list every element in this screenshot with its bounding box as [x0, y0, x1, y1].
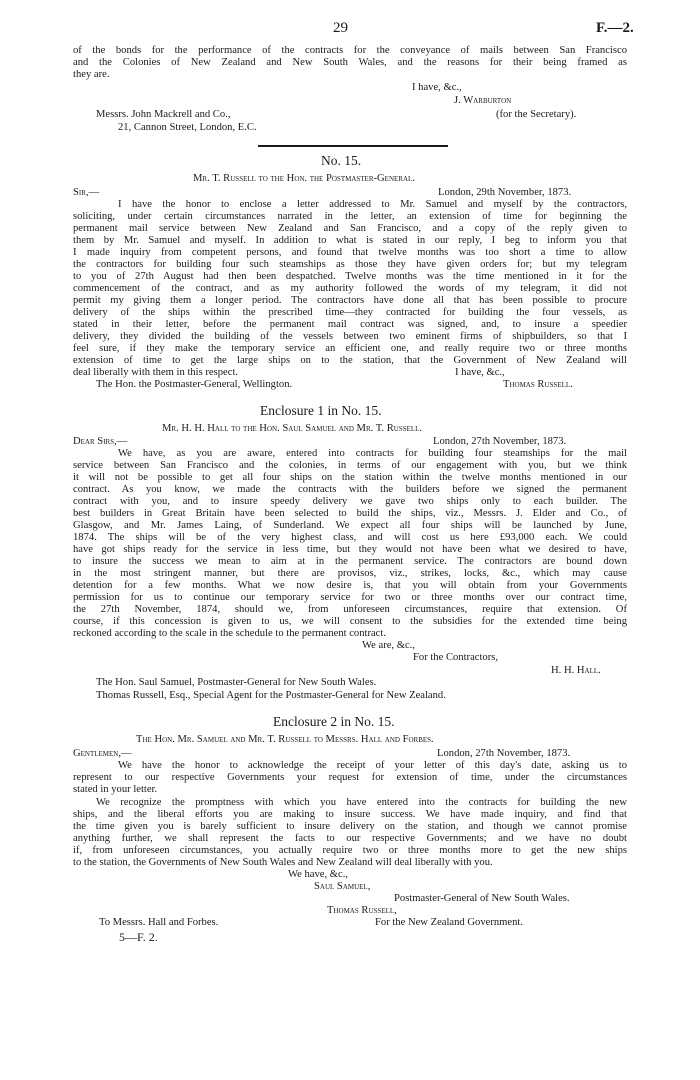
enc1-closing: We are, &c., — [362, 640, 415, 651]
enc2-line: We recognize the promptness with which you have entered into the contracts for building the new — [96, 797, 627, 808]
no15-line: permit my giving them a longer period. The contractors have done all that has been possible to procure — [73, 295, 627, 306]
enc2-line: We have the honor to acknowledge the receipt of your letter of this day's date, asking us to — [118, 760, 627, 771]
enc2-signatory: Saul Samuel, — [314, 881, 371, 892]
enc2-signatory-role: For the New Zealand Government. — [375, 917, 523, 928]
enc2-heading: Enclosure 2 in No. 15. — [273, 714, 395, 729]
enc1-line: in the most stringent manner, but there are provisos, viz., strikes, locks, &c., which may cause — [73, 568, 627, 579]
no15-subheading: Mr. T. Russell to the Hon. the Postmaster-General. — [193, 173, 415, 184]
intro-closing: I have, &c., — [412, 82, 462, 93]
intro-addressee-address: 21, Cannon Street, London, E.C. — [118, 122, 257, 133]
enc1-subheading: Mr. H. H. Hall to the Hon. Saul Samuel and Mr. T. Russell. — [162, 423, 423, 434]
intro-line: they are. — [73, 69, 110, 80]
no15-line: delivery of the ships within the prescribed time—they contracted for building the four vessels, as — [73, 307, 627, 318]
enc1-addressee: The Hon. Saul Samuel, Postmaster-General for New South Wales. — [96, 677, 377, 688]
enc2-salutation: Gentlemen,— — [73, 748, 132, 759]
no15-line: feel sure, if they make the temporary service an efficient one, and really require two or three months — [73, 343, 627, 354]
no15-line: them by Mr. Samuel and myself. In addition to what is stated in our reply, I beg to inform you that — [73, 235, 627, 246]
enc2-line: ships, and the liberal efforts you are making to insure success. We have made inquiry, and find that — [73, 809, 627, 820]
enc1-line: contract with you, and to insure speedy delivery we gave two ships only to each builder. The — [73, 496, 627, 507]
enc1-line: have got ships ready for the service in less time, but they would not have been what we desired to have, — [73, 544, 627, 555]
enc1-signatory: H. H. Hall. — [551, 665, 601, 676]
no15-line: extension of time to get the large ships on to the station, that the Government of New Zealand will — [73, 355, 627, 366]
enc2-line: anything further, we shall represent the facts to our respective Governments; and we have no doubt — [73, 833, 627, 844]
document-reference: F.—2. — [596, 20, 634, 36]
enc1-line: service between San Francisco and the colonies, in terms of our engagement with you, but we think — [73, 460, 627, 471]
enc1-line: the 27th November, 1874, should we, from unforeseen circumstances, require that extension. Of — [73, 604, 627, 615]
no15-line: to you of 27th August had then been despatched. Twelve months was the time mentioned in it for the — [73, 271, 627, 282]
no15-line: deal liberally with them in this respect. — [73, 367, 239, 378]
enc1-line: reckoned according to the scale in the schedule to the permanent contract. — [73, 628, 386, 639]
enc1-for-line: For the Contractors, — [413, 652, 499, 663]
enc1-heading: Enclosure 1 in No. 15. — [260, 403, 382, 418]
page-number: 29 — [333, 20, 348, 36]
enc1-salutation: Dear Sirs,— — [73, 436, 128, 447]
enc1-line: detention for a few months. What we now desire is, that you will obtain from your Governments — [73, 580, 627, 591]
enc2-signatory: Thomas Russell, — [327, 905, 397, 916]
intro-line: of the bonds for the performance of the contracts for the conveyance of mails between San Francisco — [73, 45, 627, 56]
enc2-date: London, 27th November, 1873. — [437, 748, 571, 759]
enc1-line: to insure the success we mean to aim at in the permanent service. The contractors are bound down — [73, 556, 627, 567]
no15-line: soliciting, under certain circumstances narrated in the letter, an extension of time for beginning the — [73, 211, 627, 222]
section-divider — [258, 145, 448, 147]
no15-line: I have the honor to enclose a letter addressed to Mr. Samuel and myself by the contractors, — [118, 199, 627, 210]
enc1-line: contract. As you know, we made the contracts with the builders before we signed the permanent — [73, 484, 627, 495]
no15-line: permanent mail service between New Zealand and San Francisco, and a copy of the reply given to — [73, 223, 627, 234]
intro-line: and the Colonies of New Zealand and New South Wales, and the reasons for their being framed as — [73, 57, 627, 68]
enc2-signatory-role: Postmaster-General of New South Wales. — [394, 893, 570, 904]
enc2-addressee: To Messrs. Hall and Forbes. — [99, 917, 219, 928]
enc2-closing: We have, &c., — [288, 869, 349, 880]
intro-addressee: Messrs. John Mackrell and Co., — [96, 109, 231, 120]
no15-line: stated in their letter, before the permanent mail contract was signed, and, to insure a speedier — [73, 319, 627, 330]
intro-signatory-role: (for the Secretary). — [496, 109, 577, 120]
no15-salutation: Sir,— — [73, 187, 100, 198]
enc2-line: if, from unforeseen circumstances, you actually require two or three months more to get the new ships — [73, 845, 627, 856]
enc2-line: to the station, the Governments of New South Wales and New Zealand will deal liberally with you. — [73, 857, 493, 868]
enc2-line: represent to our respective Governments your request for extension of time, under the circumstances — [73, 772, 627, 783]
no15-signatory: Thomas Russell. — [503, 379, 573, 390]
enc1-date: London, 27th November, 1873. — [433, 436, 567, 447]
no15-date: London, 29th November, 1873. — [438, 187, 572, 198]
enc2-subheading: The Hon. Mr. Samuel and Mr. T. Russell to Messrs. Hall and Forbes. — [136, 734, 434, 745]
signature-mark: 5—F. 2. — [119, 930, 158, 944]
no15-line: delivery, they divided the building of the vessels between two eminent firms of shipbuilders, so that I — [73, 331, 627, 342]
no15-line: I made inquiry from competent persons, and found that twelve months was too short a time to allow — [73, 247, 627, 258]
intro-signatory: J. Warburton — [454, 95, 512, 106]
enc1-addressee: Thomas Russell, Esq., Special Agent for the Postmaster-General for New Zealand. — [96, 690, 446, 701]
no15-line: the contractors for building four such steamships as those they have given orders for; but my telegram — [73, 259, 627, 270]
no15-addressee: The Hon. the Postmaster-General, Wellington. — [96, 379, 293, 390]
enc2-line: stated in your letter. — [73, 784, 158, 795]
no15-heading: No. 15. — [321, 153, 362, 168]
enc1-line: course, if this concession is given to us, we will consent to the subsidies for the extended time being — [73, 616, 627, 627]
enc2-line: the time given you is barely sufficient to insure delivery on the station, and though we cannot promise — [73, 821, 627, 832]
enc1-line: 1874. The ships will be of the very highest class, and will cost us here £93,000 each. We could — [73, 532, 627, 543]
enc1-line: best builders in Great Britain have been selected to build the ships, viz., Messrs. J. Elder and Co., of — [73, 508, 627, 519]
enc1-line: it will not be possible to get all four ships on the station within the twelve months mentioned in our — [73, 472, 627, 483]
enc1-line: permission for us to continue our temporary service for two or three months over our contract time, — [73, 592, 627, 603]
no15-closing: I have, &c., — [455, 367, 505, 378]
no15-line: commencement of the contract, and as my authority followed the words of my telegram, it did not — [73, 283, 627, 294]
enc1-line: Glasgow, and Mr. James Laing, of Sunderland. We expect all four ships will be launched by June, — [73, 520, 627, 531]
enc1-line: We have, as you are aware, entered into contracts for building four steamships for the mail — [118, 448, 627, 459]
